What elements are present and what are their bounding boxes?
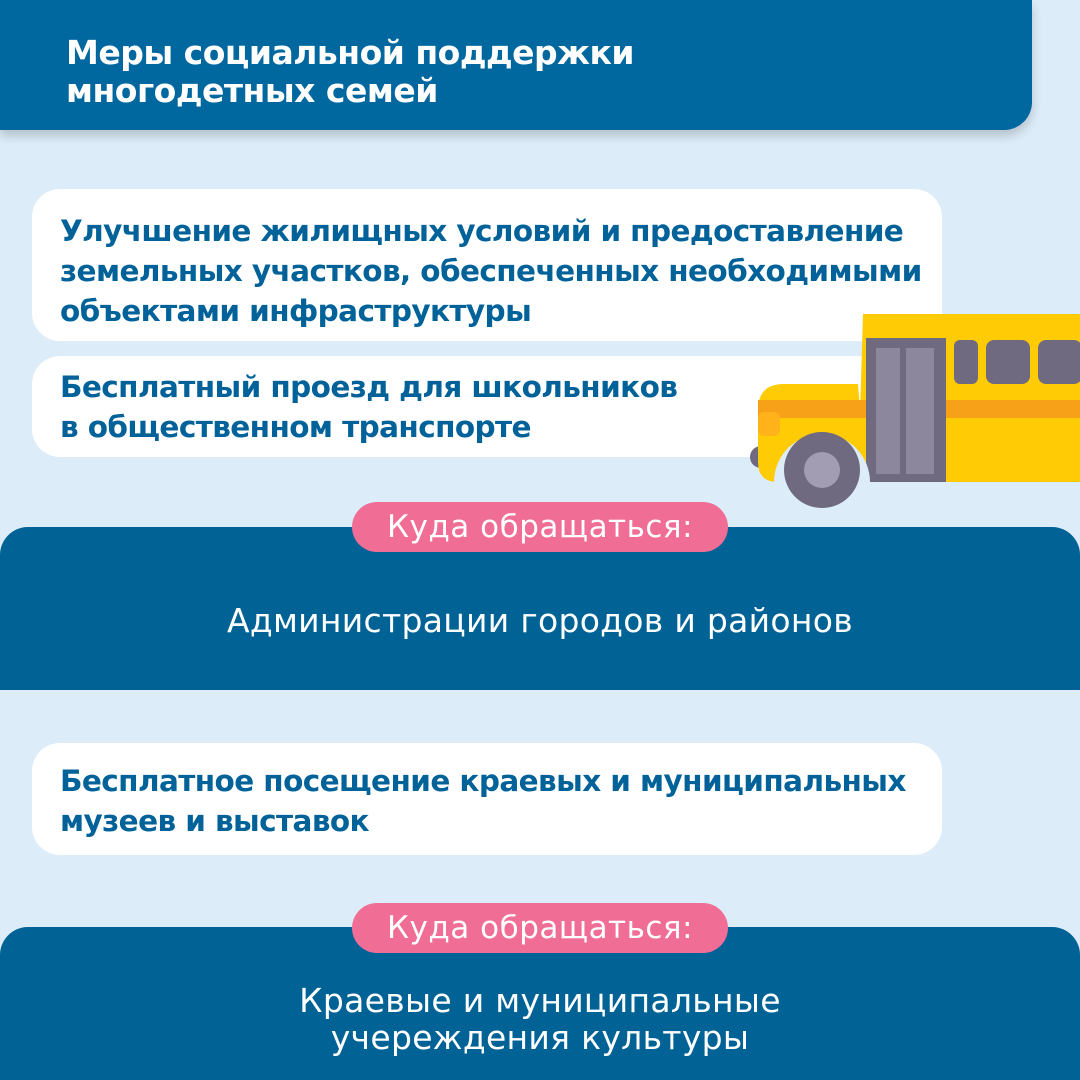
page-title: Меры социальной поддержки многодетных семей xyxy=(66,33,635,110)
support-card-text: Улучшение жилищных условий и предоставление земельных участков, обеспеченных необходимыми объектами инфраструктуры xyxy=(60,214,922,328)
support-card-text: Бесплатное посещение краевых и муниципальных музеев и выставок xyxy=(60,764,906,838)
header-banner xyxy=(0,0,1032,130)
support-card-museums xyxy=(32,743,942,855)
school-bus-icon xyxy=(748,312,1080,512)
where-to-apply-badge: Куда обращаться: xyxy=(352,903,728,953)
contact-band-text: Краевые и муниципальные учереждения культуры xyxy=(299,981,781,1057)
support-card-text: Бесплатный проезд для школьников в общественном транспорте xyxy=(60,370,678,444)
where-to-apply-badge: Куда обращаться: xyxy=(352,502,728,552)
contact-band-text: Администрации городов и районов xyxy=(226,601,853,640)
